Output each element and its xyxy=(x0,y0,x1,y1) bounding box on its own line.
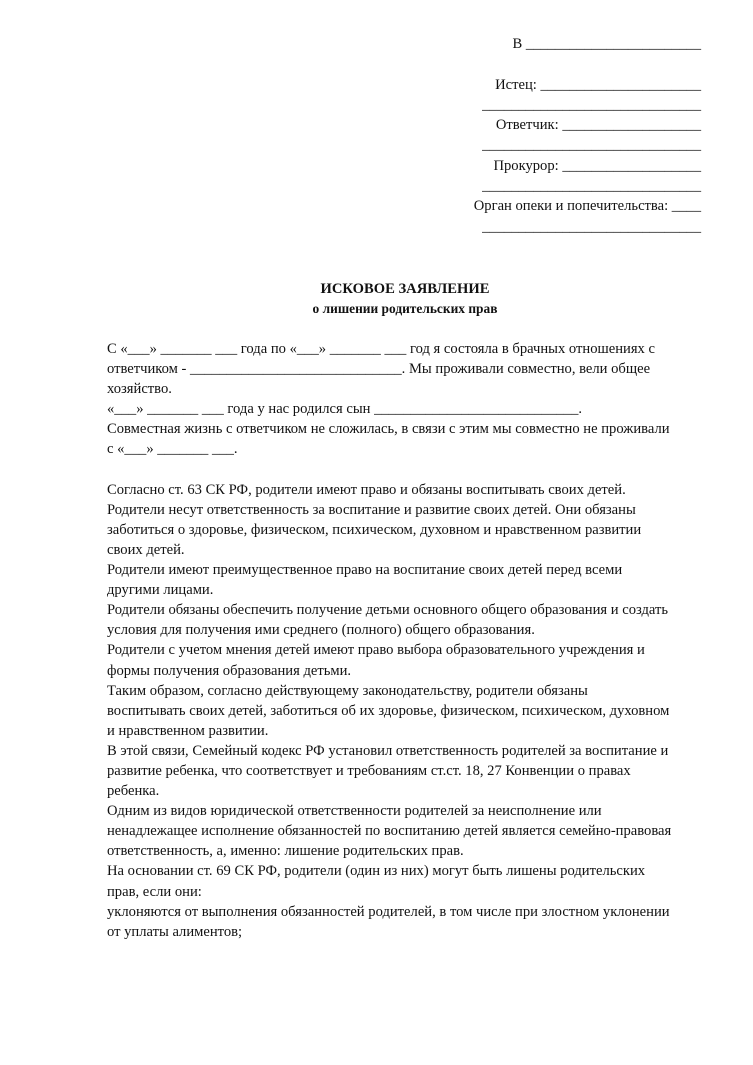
body-line: другими лицами. xyxy=(107,582,214,599)
body-line: ненадлежащее исполнение обязанностей по воспитанию детей является семейно-правовая xyxy=(107,823,672,840)
body-line: от уплаты алиментов; xyxy=(107,923,243,940)
body-line: с «___» _______ ___. xyxy=(107,441,238,458)
body-line: своих детей. xyxy=(107,541,185,558)
body-line: Одним из видов юридической ответственности родителей за неисполнение или xyxy=(107,803,602,820)
document-title xyxy=(0,279,753,319)
body-line: В этой связи, Семейный кодекс РФ установил ответственность родителей за воспитание и xyxy=(107,742,669,759)
body-line: воспитывать своих детей, заботиться об их здоровье, физическом, психическом, духовном xyxy=(107,702,670,719)
title-subtitle: о лишении родительских прав xyxy=(312,301,498,316)
prosecutor-line: Прокурор: ___________________ xyxy=(493,157,701,174)
plaintiff-line-continuation: ______________________________ xyxy=(482,96,701,113)
defendant-line-continuation: ______________________________ xyxy=(482,137,701,154)
body-line: Родители с учетом мнения детей имеют право выбора образовательного учреждения и xyxy=(107,642,645,659)
addressee-block xyxy=(451,34,701,237)
body-line: Согласно ст. 63 СК РФ, родители имеют право и обязаны воспитывать своих детей. xyxy=(107,481,626,498)
body-line: Совместная жизнь с ответчиком не сложилась, в связи с этим мы совместно не проживали xyxy=(107,421,670,438)
claim-body xyxy=(107,339,703,942)
plaintiff-line: Истец: ______________________ xyxy=(495,76,701,93)
body-line: условия для получения ими среднего (полного) общего образования. xyxy=(107,622,535,639)
body-line: и нравственном развитии. xyxy=(107,722,269,739)
body-line: Родители имеют преимущественное право на воспитание своих детей перед всеми xyxy=(107,562,623,579)
body-line: уклоняются от выполнения обязанностей родителей, в том числе при злостном уклонении xyxy=(107,903,670,920)
body-line: ответственность, а, именно: лишение родительских прав. xyxy=(107,843,464,860)
body-line: прав, если они: xyxy=(107,883,202,900)
court-line: В ________________________ xyxy=(512,36,701,52)
defendant-line: Ответчик: ___________________ xyxy=(495,117,701,134)
body-line: С «___» _______ ___ года по «___» _______ ___ год я состояла в брачных отношениях с xyxy=(107,341,655,357)
paragraph-spacer xyxy=(107,460,703,480)
title-main: ИСКОВОЕ ЗАЯВЛЕНИЕ xyxy=(320,281,490,297)
body-line: Родители несут ответственность за воспитание и развитие своих детей. Они обязаны xyxy=(107,501,636,518)
body-line: Родители обязаны обеспечить получение детьми основного общего образования и создать xyxy=(107,602,669,619)
body-line: заботиться о здоровье, физическом, психическом, духовном и нравственном развитии xyxy=(107,521,642,538)
guardianship-authority-line-continuation: ______________________________ xyxy=(482,218,701,235)
body-line: развитие ребенка, что соответствует и требованиям ст.ст. 18, 27 Конвенции о правах xyxy=(107,762,631,779)
body-line: ответчиком - _____________________________. Мы проживали совместно, вели общее xyxy=(107,361,651,378)
body-line: формы получения образования детьми. xyxy=(107,662,352,679)
body-line: Таким образом, согласно действующему законодательству, родители обязаны xyxy=(107,682,588,699)
guardianship-authority-line: Орган опеки и попечительства: ____ xyxy=(473,198,701,215)
body-line: хозяйство. xyxy=(107,381,172,398)
body-line: «___» _______ ___ года у нас родился сын ____________________________. xyxy=(107,401,583,418)
prosecutor-line-continuation: ______________________________ xyxy=(482,178,701,195)
body-line: На основании ст. 69 СК РФ, родители (один из них) могут быть лишены родительских xyxy=(107,863,646,880)
body-line: ребенка. xyxy=(107,783,160,800)
